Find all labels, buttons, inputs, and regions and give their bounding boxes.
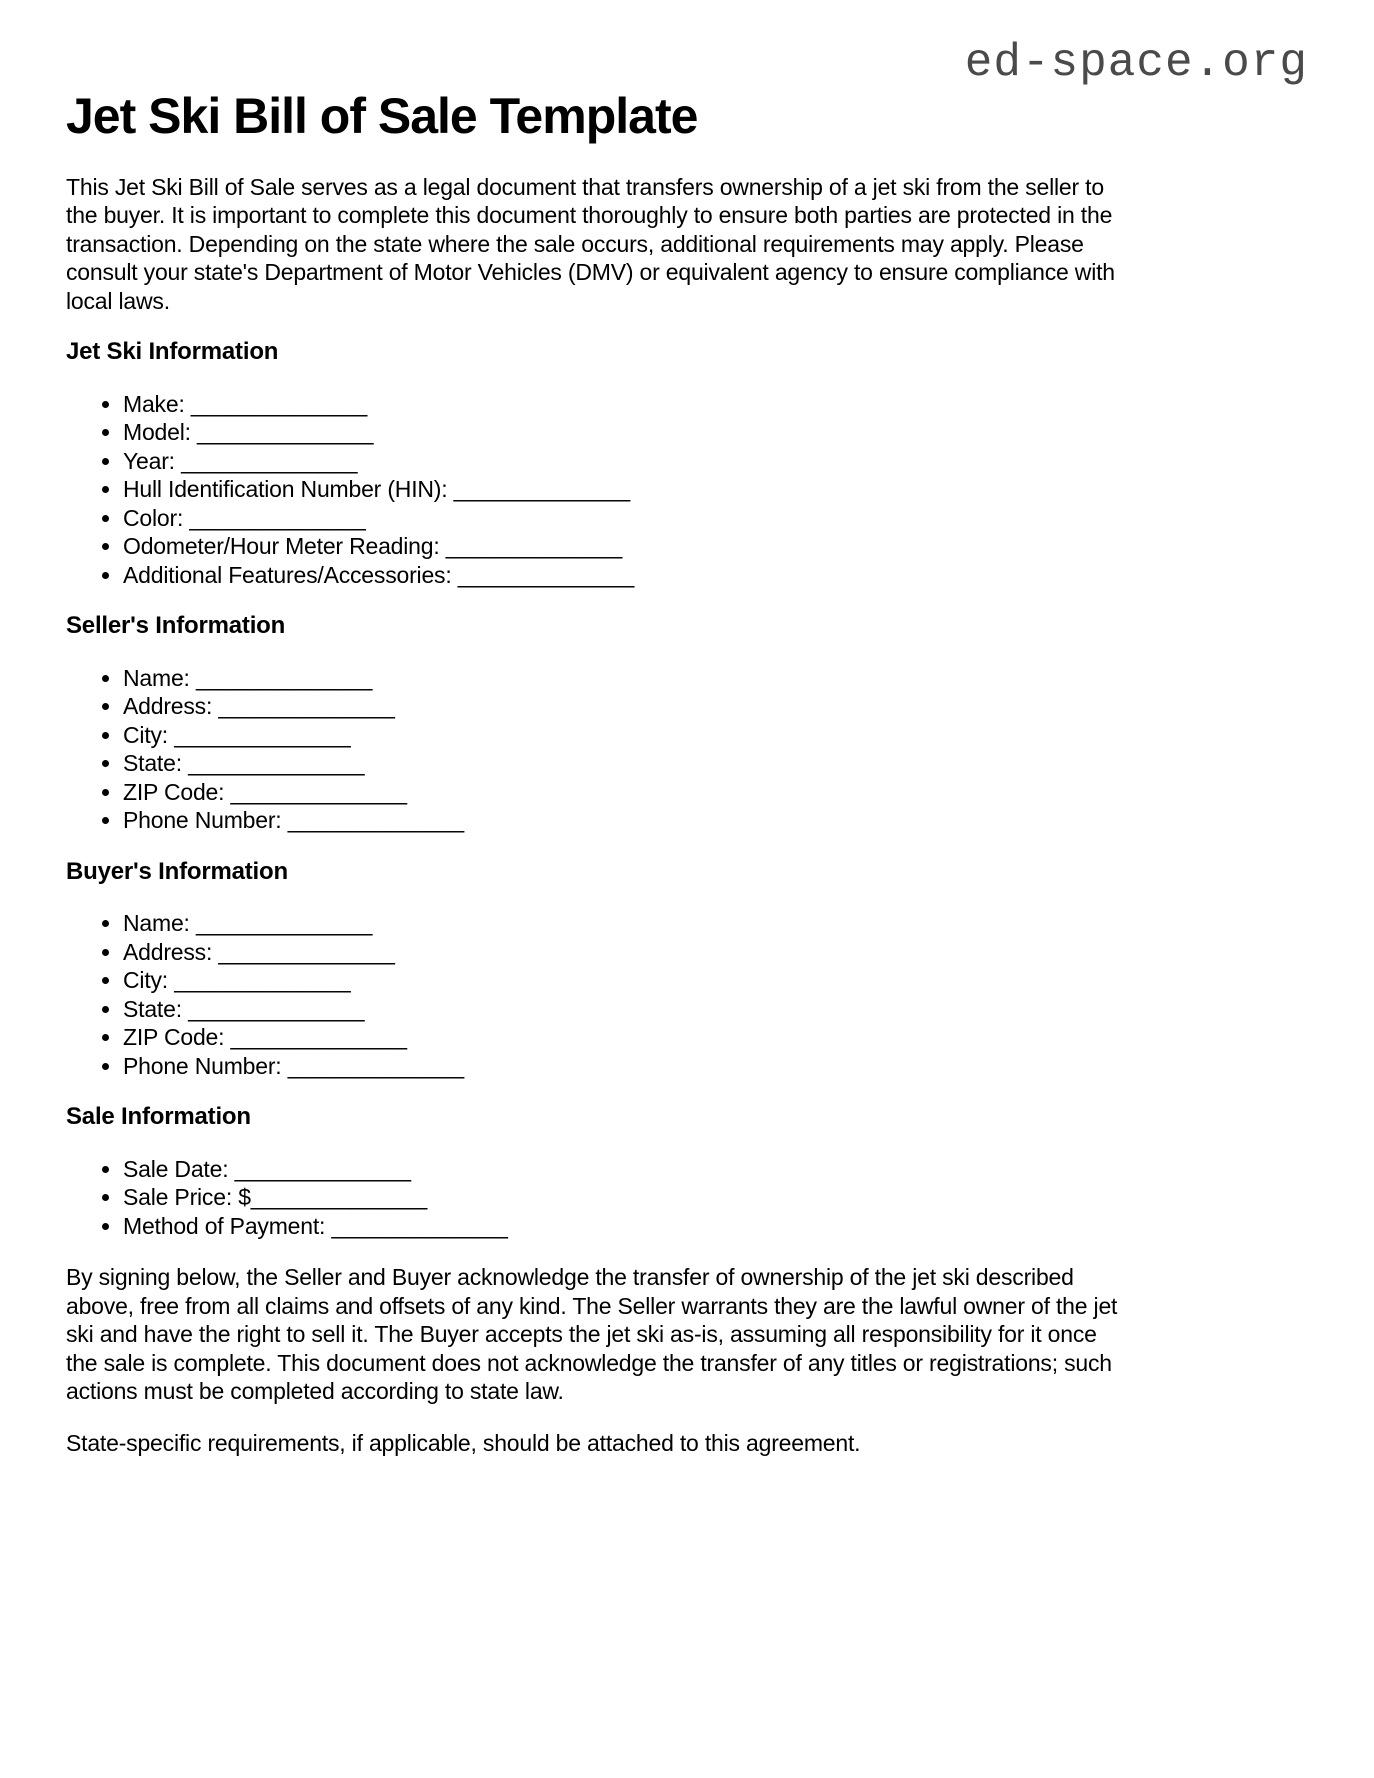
blank-line: ______________ — [188, 995, 365, 1022]
field-label: Odometer/Hour Meter Reading: — [123, 533, 440, 559]
section-heading-sale-information: Sale Information — [66, 1103, 251, 1130]
blank-line: ______________ — [174, 721, 351, 748]
blank-line: ______________ — [230, 778, 407, 805]
field-label: Sale Date: — [123, 1155, 229, 1182]
blank-line: ______________ — [197, 419, 374, 445]
field-year — [123, 447, 1308, 476]
field-label: Phone Number: — [123, 1052, 282, 1079]
field-method-of-payment — [123, 1212, 1308, 1241]
field-label: City: — [123, 967, 169, 993]
blank-line: ______________ — [287, 807, 464, 833]
blank-line: ______________ — [287, 1052, 464, 1079]
form-sections — [66, 338, 1308, 1240]
blank-line: ______________ — [188, 750, 365, 776]
field-sale-price — [123, 1183, 1308, 1212]
field-model — [123, 418, 1308, 447]
field-label: Address: — [123, 693, 213, 719]
field-state — [123, 995, 1308, 1024]
field-label: State: — [123, 750, 182, 776]
field-phone-number — [123, 1052, 1308, 1081]
blank-line: ______________ — [181, 447, 358, 474]
field-name — [123, 909, 1308, 938]
field-label: Method of Payment: — [123, 1212, 326, 1239]
field-label: Hull Identification Number (HIN): — [123, 476, 448, 502]
field-address — [123, 692, 1308, 721]
field-label: Sale Price: — [123, 1184, 233, 1210]
field-list-buyer-s-information — [66, 909, 1308, 1080]
field-label: Address: — [123, 938, 213, 965]
blank-line: ______________ — [189, 504, 366, 531]
intro-paragraph: This Jet Ski Bill of Sale serves as a legal document that transfers ownership of a jet ski from the seller to the buyer. It is important to complete this document thoroughly to ensure both parties are protected in the transaction. Depending on the state where the sale occurs, additional requirements may apply. Please consult your state's Department of Motor Vehicles (DMV) or equivalent agency to ensure compliance with local laws. — [66, 173, 1115, 314]
field-odometer-hour-meter-reading — [123, 532, 1308, 561]
blank-line: ______________ — [195, 910, 373, 936]
field-label: ZIP Code: — [123, 1024, 225, 1050]
blank-line: ______________ — [174, 967, 351, 993]
blank-line: ______________ — [453, 476, 630, 502]
blank-line: ______________ — [457, 561, 635, 588]
field-hull-identification-number-hin — [123, 475, 1308, 504]
field-city — [123, 721, 1308, 750]
field-label: Make: — [123, 390, 185, 417]
blank-line: ______________ — [218, 693, 395, 719]
blank-line: ______________ — [190, 390, 368, 417]
closing-paragraph: By signing below, the Seller and Buyer acknowledge the transfer of ownership of the jet ski described above, free from all claims and offsets of any kind. The Seller warrants they are the lawful owner of the jet ski and have the right to sell it. The Buyer accepts the jet ski as-is, assuming all responsibility for it once the sale is complete. This document does not acknowledge the transfer of any titles or registrations; such actions must be completed according to state law. — [66, 1264, 1118, 1404]
field-list-seller-s-information — [66, 664, 1308, 835]
field-label: Name: — [123, 664, 190, 691]
field-label: Year: — [123, 447, 175, 474]
field-label: Model: — [123, 419, 191, 445]
field-label: Name: — [123, 910, 190, 936]
field-state — [123, 749, 1308, 778]
field-additional-features-accessories — [123, 561, 1308, 590]
field-zip-code — [123, 1023, 1308, 1052]
field-label: Additional Features/Accessories: — [123, 561, 452, 588]
blank-line: ______________ — [331, 1212, 508, 1239]
site-logo: ed-space.org — [964, 37, 1308, 89]
blank-line: ______________ — [230, 1024, 407, 1050]
field-zip-code — [123, 778, 1308, 807]
section-heading-seller-s-information: Seller's Information — [66, 612, 286, 639]
field-phone-number — [123, 806, 1308, 835]
field-label: State: — [123, 995, 182, 1022]
section-heading-jet-ski-information: Jet Ski Information — [66, 338, 279, 365]
field-city — [123, 966, 1308, 995]
blank-line: ______________ — [195, 664, 373, 691]
field-make — [123, 390, 1308, 419]
blank-line: $______________ — [238, 1184, 428, 1210]
footnote-paragraph: State-specific requirements, if applicable, should be attached to this agreement. — [66, 1429, 861, 1456]
field-sale-date — [123, 1155, 1308, 1184]
section-heading-buyer-s-information: Buyer's Information — [66, 857, 288, 885]
field-list-sale-information — [66, 1155, 1308, 1241]
field-address — [123, 938, 1308, 967]
field-name — [123, 664, 1308, 693]
field-list-jet-ski-information — [66, 390, 1308, 590]
blank-line: ______________ — [218, 938, 395, 965]
field-color — [123, 504, 1308, 533]
field-label: Phone Number: — [123, 807, 282, 833]
page-title: Jet Ski Bill of Sale Template — [66, 88, 698, 144]
field-label: Color: — [123, 504, 184, 531]
field-label: ZIP Code: — [123, 778, 225, 805]
blank-line: ______________ — [445, 533, 623, 559]
field-label: City: — [123, 721, 169, 748]
blank-line: ______________ — [234, 1155, 411, 1182]
